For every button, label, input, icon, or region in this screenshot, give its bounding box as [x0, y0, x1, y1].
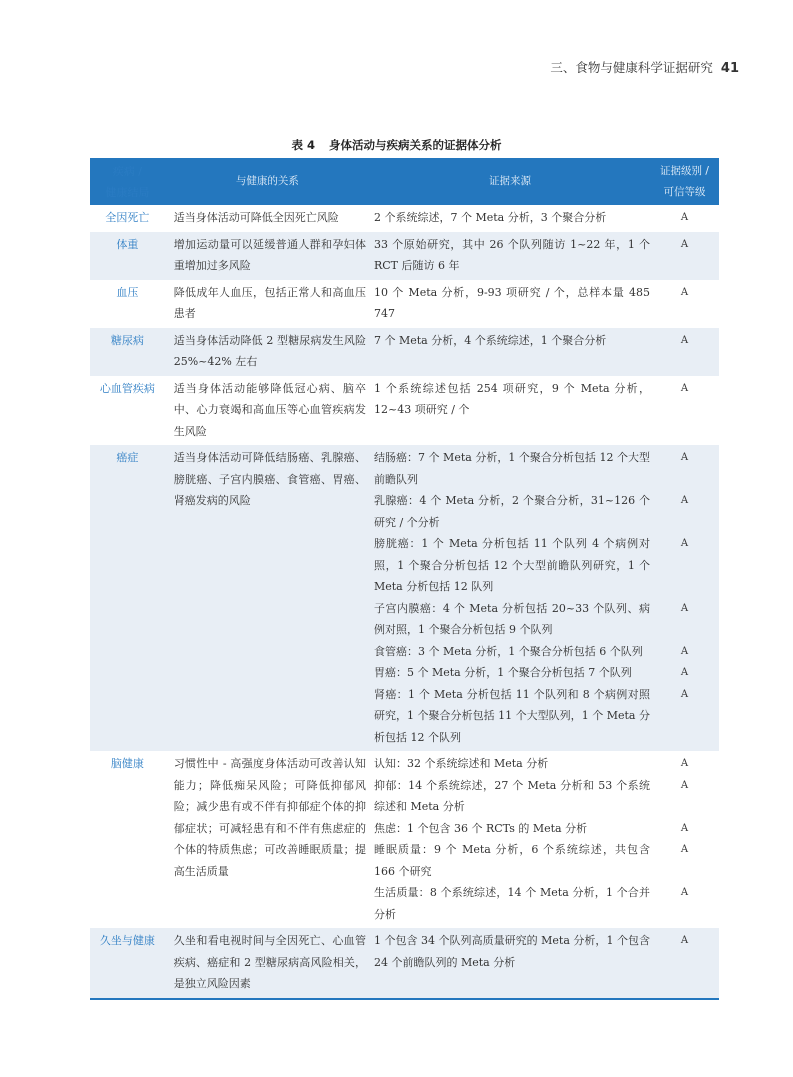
page-number: 41	[720, 61, 739, 76]
evidence-grade: A	[680, 844, 689, 855]
table-row	[90, 751, 719, 928]
evidence-cell	[370, 376, 719, 446]
evidence-table	[90, 158, 719, 1000]
evidence-cell	[370, 328, 719, 376]
evidence-cell	[370, 928, 719, 999]
running-header	[550, 58, 739, 76]
disease-cell: 心血管疾病	[99, 381, 155, 395]
evidence-item	[374, 234, 719, 277]
header-disease-line1: 疾病 /	[112, 164, 142, 178]
disease-cell: 久坐与健康	[90, 928, 165, 999]
table-row	[90, 280, 719, 328]
evidence-source: 1 个包含 34 个队列高质量研究的 Meta 分析，1 个包含 24 个前瞻队列的 Meta 分析	[373, 934, 650, 969]
relation-cell: 久坐和看电视时间与全因死亡、心血管疾病、癌症和 2 型糖尿病高风险相关，是独立风险因素	[165, 928, 370, 999]
table-row	[90, 376, 719, 446]
evidence-grade: A	[680, 495, 689, 506]
evidence-grade: A	[680, 452, 689, 463]
evidence-source: 7 个 Meta 分析，4 个系统综述，1 个聚合分析	[373, 333, 607, 347]
relation-cell: 适当身体活动可降低结肠癌、乳腺癌、膀胱癌、子宫内膜癌、食管癌、胃癌、肾癌发病的风险	[165, 445, 370, 751]
evidence-item	[374, 818, 719, 840]
evidence-item	[374, 447, 719, 490]
table-title: 身体活动与疾病关系的证据体分析	[329, 138, 502, 152]
evidence-item	[374, 882, 719, 925]
evidence-grade: A	[680, 645, 689, 657]
table-number: 表 4	[291, 138, 315, 152]
evidence-item	[374, 839, 719, 882]
evidence-item	[374, 684, 719, 749]
evidence-item	[374, 378, 719, 421]
evidence-cell	[370, 205, 719, 232]
relation-cell: 适当身体活动降低 2 型糖尿病发生风险 25%~42% 左右	[165, 328, 370, 376]
evidence-source: 肾癌：1 个 Meta 分析包括 11 个队列和 8 个病例对照研究，1 个聚合分析包括 11 个大型队列，1 个 Meta 分析包括 12 个队列	[373, 687, 650, 744]
evidence-grade: A	[680, 382, 689, 394]
evidence-source: 乳腺癌：4 个 Meta 分析，2 个聚合分析，31~126 个研究 / 个分析	[373, 494, 650, 529]
evidence-cell	[370, 232, 719, 280]
table-row	[90, 445, 719, 751]
relation-cell: 增加运动量可以延缓普通人群和孕妇体重增加过多风险	[165, 232, 370, 280]
evidence-item	[374, 641, 719, 663]
relation-cell: 降低成年人血压，包括正常人和高血压患者	[173, 285, 366, 320]
evidence-grade: A	[680, 538, 689, 549]
relation-cell: 适当身体活动可降低全因死亡风险	[173, 211, 339, 224]
evidence-item	[374, 282, 719, 325]
disease-cell: 癌症	[90, 445, 165, 751]
evidence-grade: A	[680, 286, 689, 298]
disease-cell: 全因死亡	[105, 211, 150, 224]
header-relation: 与健康的关系	[165, 158, 370, 205]
evidence-source: 焦虑：1 个包含 36 个 RCTs 的 Meta 分析	[373, 821, 588, 835]
evidence-source: 食管癌：3 个 Meta 分析，1 个聚合分析包括 6 个队列	[373, 644, 643, 658]
evidence-grade: A	[680, 887, 689, 898]
evidence-cell	[370, 445, 719, 751]
evidence-grade: A	[680, 688, 689, 700]
evidence-source: 抑郁：14 个系统综述，27 个 Meta 分析和 53 个系统综述和 Meta 分析	[373, 778, 650, 813]
table-row	[90, 328, 719, 376]
evidence-grade: A	[680, 935, 689, 946]
table-row	[90, 205, 719, 232]
evidence-source: 33 个原始研究，其中 26 个队列随访 1~22 年，1 个 RCT 后随访 6 年	[373, 237, 650, 272]
table-caption	[0, 137, 793, 153]
disease-cell: 糖尿病	[90, 328, 165, 376]
disease-cell: 脑健康	[110, 757, 144, 770]
relation-cell: 适当身体活动能够降低冠心病、脑卒中、心力衰竭和高血压等心血管疾病发生风险	[173, 381, 366, 438]
evidence-item	[374, 330, 719, 352]
evidence-item	[374, 207, 719, 229]
table-row	[90, 928, 719, 999]
evidence-source: 2 个系统综述，7 个 Meta 分析，3 个聚合分析	[373, 211, 607, 224]
evidence-source: 生活质量：8 个系统综述，14 个 Meta 分析，1 个合并分析	[373, 886, 650, 921]
header-disease	[90, 158, 165, 205]
header-grade	[650, 158, 719, 205]
evidence-item	[374, 930, 719, 973]
evidence-item	[374, 533, 719, 598]
evidence-grade: A	[680, 667, 689, 678]
header-grade-line1: 证据级别 /	[660, 164, 709, 177]
evidence-source: 1 个系统综述包括 254 项研究，9 个 Meta 分析，12~43 项研究 / 个	[373, 381, 650, 416]
evidence-grade: A	[680, 602, 689, 614]
table-body	[90, 205, 719, 999]
evidence-grade: A	[680, 238, 689, 250]
evidence-grade: A	[680, 334, 689, 346]
evidence-grade: A	[680, 758, 689, 769]
disease-cell: 血压	[116, 285, 139, 299]
evidence-item	[374, 662, 719, 684]
header-disease-line2: 健康结局	[105, 185, 150, 199]
relation-cell: 习惯性中 - 高强度身体活动可改善认知能力；降低痴呆风险；可降低抑郁风险；减少患有或不伴有抑郁症个体的抑郁症状；可减轻患有和不伴有焦虑症的个体的特质焦虑；可改善睡眠质量；提高生活质量	[173, 757, 366, 878]
evidence-source: 10 个 Meta 分析，9-93 项研究 / 个，总样本量 485 747	[373, 285, 650, 320]
evidence-item	[374, 598, 719, 641]
evidence-source: 睡眠质量：9 个 Meta 分析，6 个系统综述，共包含 166 个研究	[373, 843, 650, 878]
evidence-grade: A	[680, 822, 689, 834]
running-title: 三、食物与健康科学证据研究	[550, 60, 713, 75]
evidence-source: 结肠癌：7 个 Meta 分析，1 个聚合分析包括 12 个大型前瞻队列	[373, 451, 650, 486]
table-row	[90, 232, 719, 280]
evidence-item	[374, 490, 719, 533]
evidence-item	[374, 775, 719, 818]
evidence-grade: A	[680, 212, 689, 223]
evidence-cell	[370, 280, 719, 328]
evidence-source: 子宫内膜癌：4 个 Meta 分析包括 20~33 个队列、病例对照，1 个聚合分析包括 9 个队列	[373, 601, 650, 636]
evidence-grade: A	[680, 779, 689, 791]
evidence-source: 胃癌：5 个 Meta 分析，1 个聚合分析包括 7 个队列	[373, 666, 632, 679]
header-source: 证据来源	[370, 158, 650, 205]
evidence-source: 膀胱癌：1 个 Meta 分析包括 11 个队列 4 个病例对照，1 个聚合分析包括 12 个大型前瞻队列研究，1 个 Meta 分析包括 12 队列	[373, 537, 650, 593]
evidence-cell	[370, 751, 719, 928]
disease-cell: 体重	[90, 232, 165, 280]
table-header-row	[90, 158, 719, 205]
evidence-source: 认知：32 个系统综述和 Meta 分析	[373, 757, 549, 770]
evidence-item	[374, 753, 719, 775]
header-grade-line2: 可信等级	[663, 185, 706, 198]
